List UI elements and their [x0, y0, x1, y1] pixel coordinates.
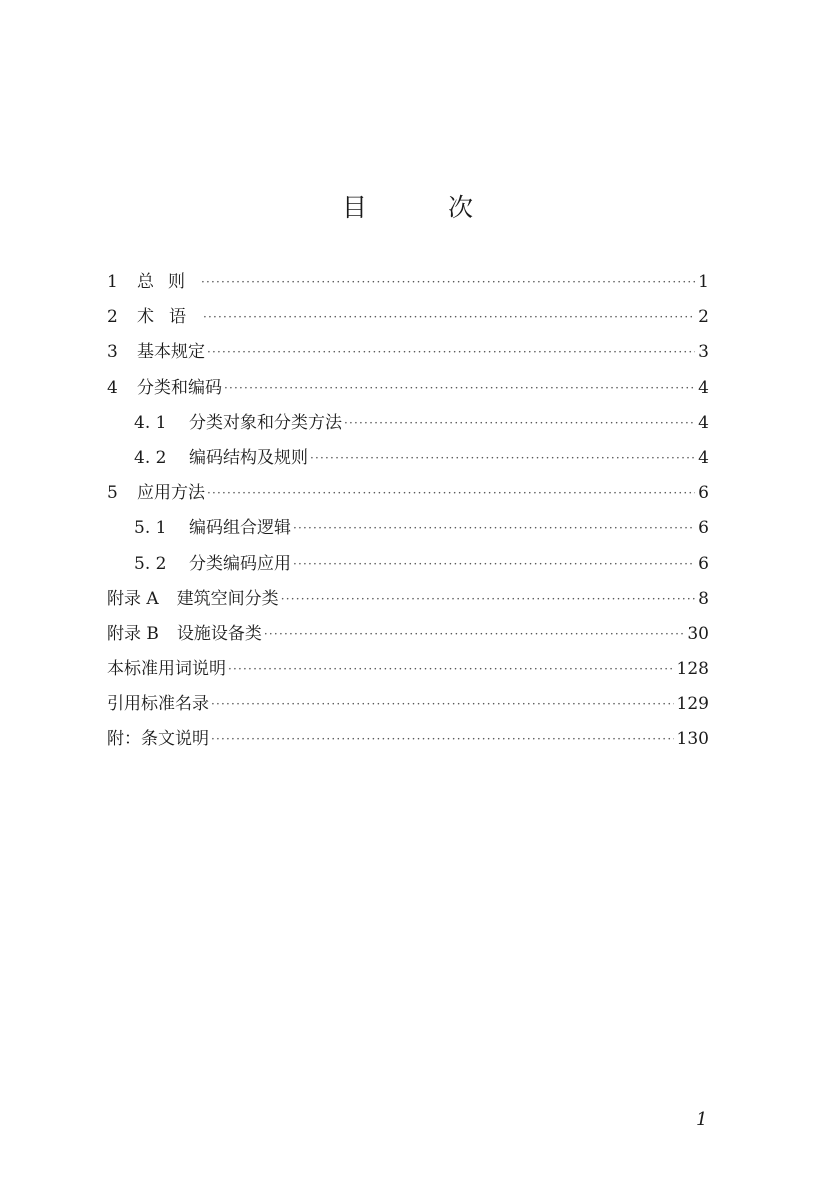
page-number: 1 — [696, 1109, 708, 1130]
toc-entry-label: 基本规定 — [137, 342, 205, 363]
toc-entry-label: 引用标准名录 — [107, 694, 209, 715]
toc-entry-page: 128 — [676, 659, 709, 680]
toc-entry-label: 编码组合逻辑 — [189, 518, 291, 539]
toc-subentry[interactable] — [107, 547, 709, 582]
toc-entry-label: 应用方法 — [137, 483, 205, 504]
toc-entry-label: 编码结构及规则 — [189, 447, 308, 468]
toc-dot-leader — [228, 652, 674, 687]
toc-entry-page: 130 — [676, 729, 709, 750]
toc-dot-leader — [211, 722, 674, 757]
toc-entry-page: 2 — [698, 307, 709, 328]
toc-entry-label: 总则 — [137, 272, 199, 292]
toc-entry-label: 附：条文说明 — [107, 729, 209, 750]
toc-subentry[interactable] — [107, 406, 709, 441]
toc-dot-leader — [207, 476, 695, 511]
toc-entry-label: 术语 — [137, 307, 201, 328]
toc-entry-label: 设施设备类 — [176, 623, 262, 644]
toc-entry-number: 5. 1 — [134, 518, 167, 539]
toc-dot-leader — [207, 335, 695, 370]
toc-title: 目 次 — [341, 193, 501, 222]
toc-dot-leader — [224, 371, 695, 406]
toc-entry-number: 附录 A — [107, 588, 159, 609]
toc-dot-leader — [310, 441, 695, 476]
toc-entry-page: 6 — [698, 518, 709, 539]
toc-entry[interactable] — [107, 722, 709, 757]
toc-dot-leader — [344, 406, 695, 441]
toc-entry-page: 30 — [687, 623, 709, 644]
toc-entry[interactable] — [107, 335, 709, 370]
toc-entry-page: 1 — [698, 272, 709, 292]
toc-entry-number: 5. 2 — [134, 553, 167, 574]
toc-entry-page: 6 — [698, 483, 709, 504]
toc-entry-label: 建筑空间分类 — [176, 588, 279, 609]
toc-entry-number: 4. 2 — [134, 447, 167, 468]
toc-appendix-entry[interactable] — [107, 582, 709, 617]
toc-entry[interactable] — [107, 687, 709, 722]
toc-dot-leader — [281, 582, 695, 617]
toc-dot-leader — [293, 547, 695, 582]
toc-entry[interactable] — [107, 265, 709, 300]
toc-dot-leader — [211, 687, 674, 722]
toc-entry-page: 3 — [698, 342, 709, 363]
toc-entry-label: 分类编码应用 — [189, 553, 291, 574]
toc-entry[interactable] — [107, 476, 709, 511]
toc-dot-leader — [264, 617, 684, 652]
toc-entry-page: 4 — [698, 412, 709, 433]
toc-entry-number: 3 — [107, 342, 118, 363]
toc-entry[interactable] — [107, 652, 709, 687]
toc-entry-label: 分类对象和分类方法 — [189, 412, 342, 433]
toc-entry-number: 5 — [107, 483, 118, 504]
toc-entry-page: 4 — [698, 377, 709, 398]
toc-entry-label: 分类和编码 — [137, 377, 222, 398]
toc-appendix-entry[interactable] — [107, 617, 709, 652]
toc-entry-number: 1 — [107, 272, 118, 292]
toc-dot-leader — [201, 265, 695, 300]
toc-entry-label: 本标准用词说明 — [107, 659, 226, 680]
toc-entry-number: 4 — [107, 377, 118, 398]
table-of-contents — [107, 265, 709, 758]
toc-entry-number: 4. 1 — [134, 412, 167, 433]
toc-subentry[interactable] — [107, 511, 709, 546]
toc-entry[interactable] — [107, 371, 709, 406]
toc-dot-leader — [203, 300, 695, 335]
toc-subentry[interactable] — [107, 441, 709, 476]
toc-entry-number: 2 — [107, 307, 118, 328]
toc-entry-page: 6 — [698, 553, 709, 574]
toc-entry-page: 129 — [676, 694, 709, 715]
toc-entry-page: 8 — [698, 588, 709, 609]
toc-entry-number: 附录 B — [107, 623, 159, 644]
toc-entry-page: 4 — [698, 447, 709, 468]
toc-dot-leader — [293, 511, 695, 546]
toc-entry[interactable] — [107, 300, 709, 335]
